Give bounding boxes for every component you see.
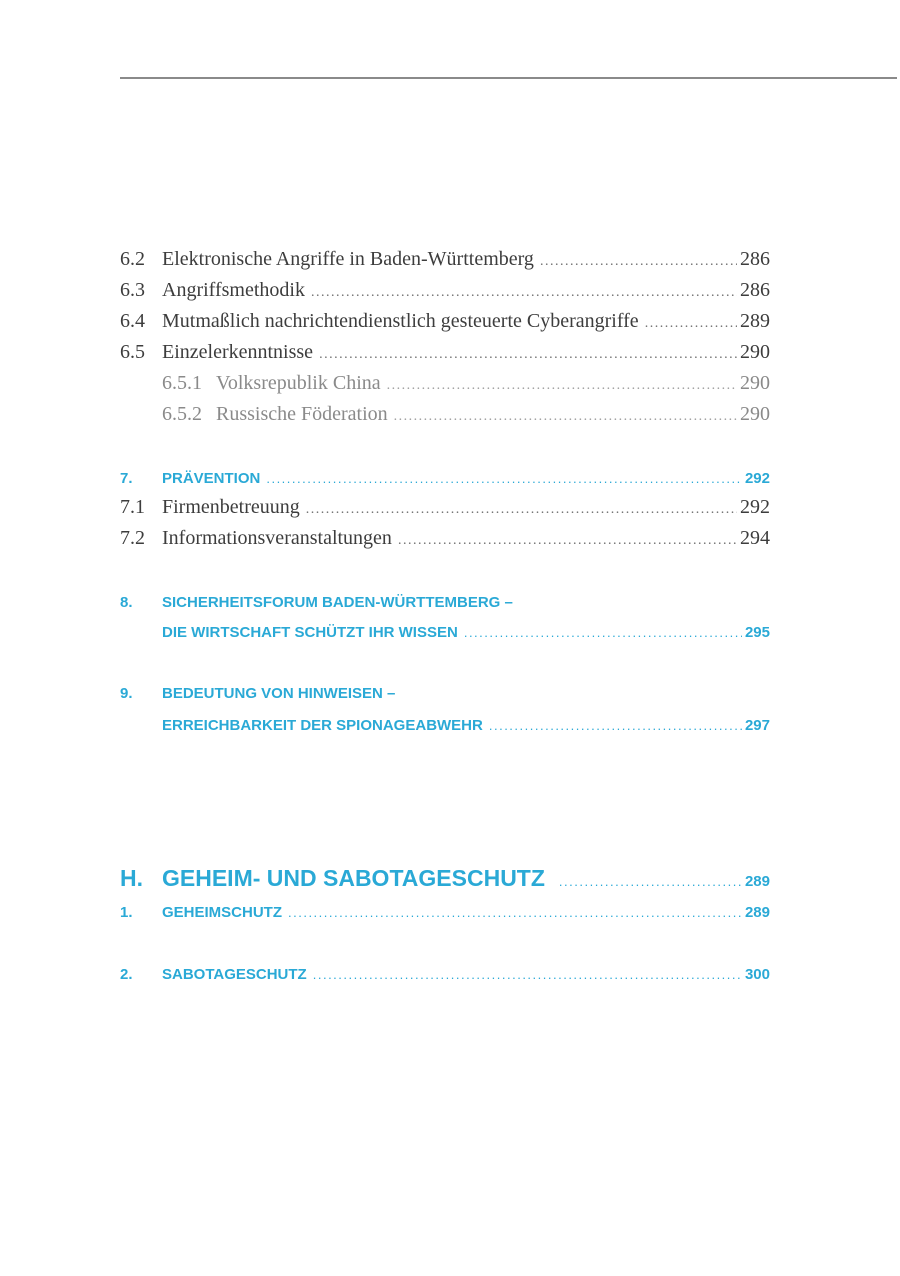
toc-entry-6-5-2[interactable] xyxy=(120,403,770,426)
toc-section-8-line1[interactable] xyxy=(120,594,513,611)
toc-number: 2. xyxy=(120,966,133,983)
toc-page: 300 xyxy=(744,966,770,983)
toc-number: 7.2 xyxy=(120,527,145,549)
toc-title: BEDEUTUNG VON HINWEISEN – xyxy=(162,685,396,702)
toc-title: GEHEIM- UND SABOTAGESCHUTZ xyxy=(162,865,545,891)
toc-section-h-2[interactable] xyxy=(120,966,770,983)
dot-leader xyxy=(319,347,737,363)
dot-leader xyxy=(394,409,737,425)
dot-leader xyxy=(398,533,737,549)
toc-page: 286 xyxy=(740,248,770,270)
toc-entry-7-1[interactable] xyxy=(120,496,770,519)
toc-title: PRÄVENTION xyxy=(162,470,261,487)
toc-title: Firmenbetreuung xyxy=(162,496,300,518)
toc-page: 295 xyxy=(744,624,770,641)
dot-leader xyxy=(559,874,742,889)
toc-title: Mutmaßlich nachrichtendienstlich gesteuerte Cyberangriffe xyxy=(162,310,639,332)
toc-page: 294 xyxy=(740,527,770,549)
toc-section-h-1[interactable] xyxy=(120,904,770,921)
toc-title: Russische Föderation xyxy=(216,403,388,425)
toc-section-8-line2[interactable] xyxy=(162,624,770,641)
toc-entry-6-5-1[interactable] xyxy=(120,372,770,395)
dot-leader xyxy=(313,967,742,982)
toc-number: 8. xyxy=(120,594,133,611)
toc-title: Informationsveranstaltungen xyxy=(162,527,392,549)
toc-page: 292 xyxy=(744,470,770,487)
toc-entry-7-2[interactable] xyxy=(120,527,770,550)
dot-leader xyxy=(311,285,737,301)
toc-title: SABOTAGESCHUTZ xyxy=(162,966,307,983)
toc-section-9-line2[interactable] xyxy=(162,717,770,734)
toc-number: 6.5.1 xyxy=(162,372,202,394)
toc-page: 289 xyxy=(744,904,770,921)
toc-title: Einzelerkenntnisse xyxy=(162,341,314,363)
toc-page: 290 xyxy=(740,341,770,363)
toc-page: 290 xyxy=(740,403,770,425)
dot-leader xyxy=(464,625,742,640)
toc-number: H. xyxy=(120,865,143,891)
toc-entry-6-3[interactable] xyxy=(120,279,770,302)
toc-number: 1. xyxy=(120,904,133,921)
toc-number: 7.1 xyxy=(120,496,145,518)
dot-leader xyxy=(540,254,737,270)
dot-leader xyxy=(387,378,737,394)
toc-title: ERREICHBARKEIT DER SPIONAGEABWEHR xyxy=(162,717,483,734)
toc-page: 297 xyxy=(744,717,770,734)
toc-number: 6.5.2 xyxy=(162,403,202,425)
toc-entry-6-2[interactable] xyxy=(120,248,770,271)
toc-chapter-h[interactable] xyxy=(120,865,770,892)
toc-title: Angriffsmethodik xyxy=(162,279,305,301)
toc-number: 6.4 xyxy=(120,310,145,332)
dot-leader xyxy=(645,316,737,332)
toc-section-9-line1[interactable] xyxy=(120,685,395,702)
toc-entry-6-5[interactable] xyxy=(120,341,770,364)
toc-title: Volksrepublik China xyxy=(216,372,381,394)
dot-leader xyxy=(489,718,742,733)
dot-leader xyxy=(288,905,742,920)
dot-leader xyxy=(306,502,737,518)
toc-entry-6-4[interactable] xyxy=(120,310,770,333)
toc-number: 6.5 xyxy=(120,341,145,363)
toc-page: 286 xyxy=(740,279,770,301)
toc-section-7[interactable] xyxy=(120,470,770,487)
toc-page: 290 xyxy=(740,372,770,394)
toc-page: 292 xyxy=(740,496,770,518)
dot-leader xyxy=(266,471,742,486)
top-rule xyxy=(120,77,897,79)
toc-page: 289 xyxy=(740,310,770,332)
toc-title: GEHEIMSCHUTZ xyxy=(162,904,282,921)
toc-title: SICHERHEITSFORUM BADEN-WÜRTTEMBERG – xyxy=(162,594,513,611)
toc-number: 6.3 xyxy=(120,279,145,301)
toc-title: DIE WIRTSCHAFT SCHÜTZT IHR WISSEN xyxy=(162,624,458,641)
toc-number: 9. xyxy=(120,685,133,702)
toc-title: Elektronische Angriffe in Baden-Württemberg xyxy=(162,248,534,270)
toc-number: 7. xyxy=(120,470,133,487)
toc-number: 6.2 xyxy=(120,248,145,270)
toc-page: 289 xyxy=(744,873,770,890)
